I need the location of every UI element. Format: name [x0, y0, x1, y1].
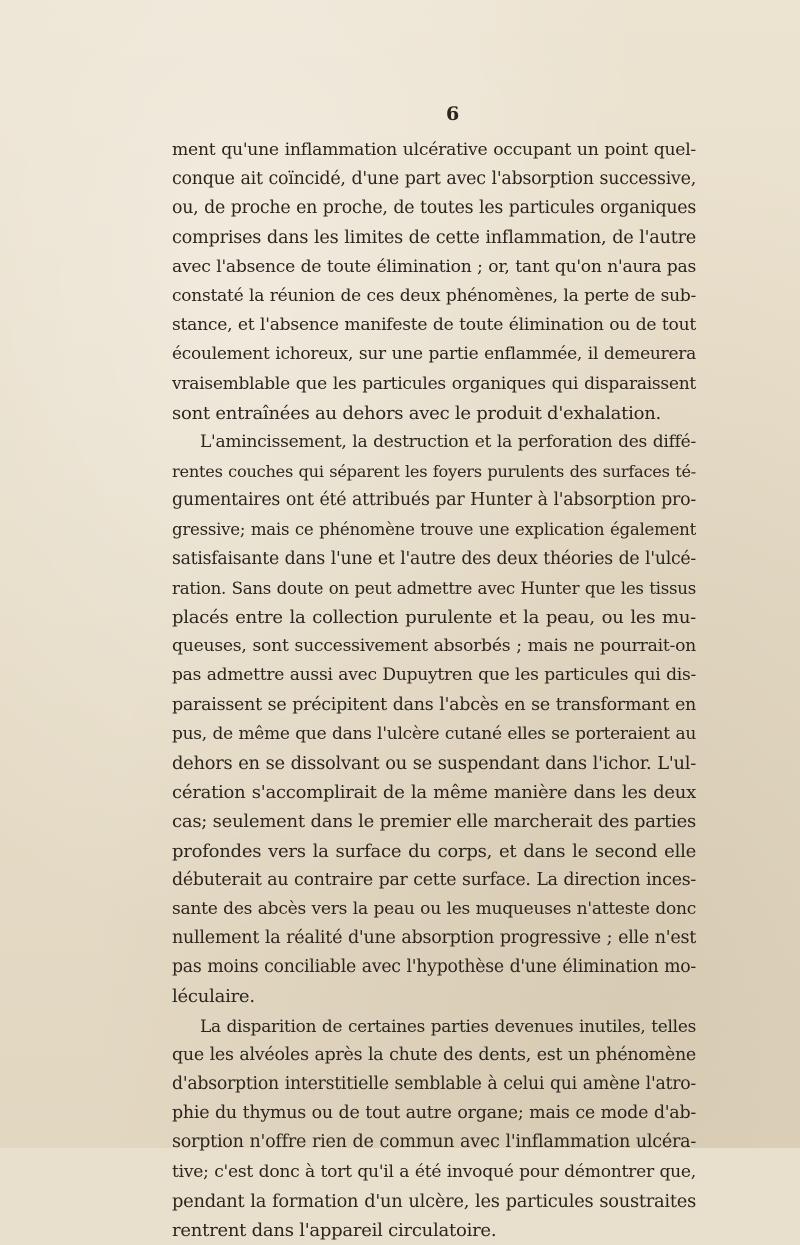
text-line: cération s'accomplirait de la même manière dans les deux — [172, 782, 696, 804]
text-line: La disparition de certaines parties devenues inutiles, telles — [200, 1015, 696, 1036]
text-line: écoulement ichoreux, sur une partie enflammée, il demeurera — [172, 344, 696, 365]
text-line: placés entre la collection purulente et la peau, ou les mu- — [172, 607, 696, 628]
text-line: pas admettre aussi avec Dupuytren que les particules qui dis- — [172, 665, 696, 686]
text-line: d'absorption interstitielle semblable à celui qui amène l'atro- — [172, 1074, 696, 1094]
text-line: pus, de même que dans l'ulcère cutané elles se porteraient au — [172, 723, 696, 744]
text-line: sorption n'offre rien de commun avec l'inflammation ulcéra- — [172, 1132, 696, 1153]
text-line: rentrent dans l'appareil circulatoire. — [172, 1219, 497, 1241]
text-line: pas moins conciliable avec l'hypothèse d'une élimination mo- — [172, 957, 696, 978]
text-line: satisfaisante dans l'une et l'autre des deux théories de l'ulcé- — [172, 548, 696, 569]
text-line: queuses, sont successivement absorbés ; mais ne pourrait-on — [172, 636, 696, 657]
text-line: tive; c'est donc à tort qu'il a été invoqué pour démontrer que, — [172, 1161, 696, 1182]
body-text — [172, 136, 696, 1245]
text-line: stance, et l'absence manifeste de toute élimination ou de tout — [172, 315, 696, 336]
text-line: conque ait coïncidé, d'une part avec l'absorption successive, — [172, 169, 696, 190]
text-line: dehors en se dissolvant ou se suspendant dans l'ichor. L'ul- — [172, 752, 696, 774]
text-line: ration. Sans doute on peut admettre avec Hunter que les tissus — [172, 578, 696, 598]
text-line: sante des abcès vers la peau ou les muqueuses n'atteste donc — [172, 898, 696, 919]
text-line: avec l'absence de toute élimination ; or, tant qu'on n'aura pas — [172, 256, 696, 277]
text-line: que les alvéoles après la chute des dents, est un phénomène — [172, 1044, 696, 1065]
text-line: gressive; mais ce phénomène trouve une explication également — [172, 520, 696, 540]
text-line: rentes couches qui séparent les foyers purulents des surfaces té- — [172, 462, 696, 482]
text-line: profondes vers la surface du corps, et dans le second elle — [172, 840, 696, 862]
text-line: nullement la réalité d'une absorption progressive ; elle n'est — [172, 928, 696, 949]
text-line: ou, de proche en proche, de toutes les particules organiques — [172, 198, 696, 219]
text-line: vraisemblable que les particules organiques qui disparaissent — [172, 373, 696, 394]
text-line: ment qu'une inflammation ulcérative occupant un point quel- — [172, 140, 696, 160]
text-line: pendant la formation d'un ulcère, les particules soustraites — [172, 1190, 696, 1212]
text-line: phie du thymus ou de tout autre organe; mais ce mode d'ab- — [172, 1103, 696, 1124]
text-line: constaté la réunion de ces deux phénomènes, la perte de sub- — [172, 285, 696, 306]
text-line: sont entraînées au dehors avec le produit d'exhalation. — [172, 402, 662, 424]
text-line: paraissent se précipitent dans l'abcès en se transformant en — [172, 694, 696, 715]
text-line: cas; seulement dans le premier elle marcherait des parties — [172, 811, 696, 833]
text-line: L'amincissement, la destruction et la perforation des diffé- — [200, 431, 696, 452]
text-line: débuterait au contraire par cette surface. La direction inces- — [172, 869, 696, 890]
page-number: 6 — [446, 103, 460, 125]
text-line: léculaire. — [172, 986, 255, 1008]
text-line: gumentaires ont été attribués par Hunter à l'absorption pro- — [172, 490, 696, 511]
text-line: comprises dans les limites de cette inflammation, de l'autre — [172, 227, 696, 248]
